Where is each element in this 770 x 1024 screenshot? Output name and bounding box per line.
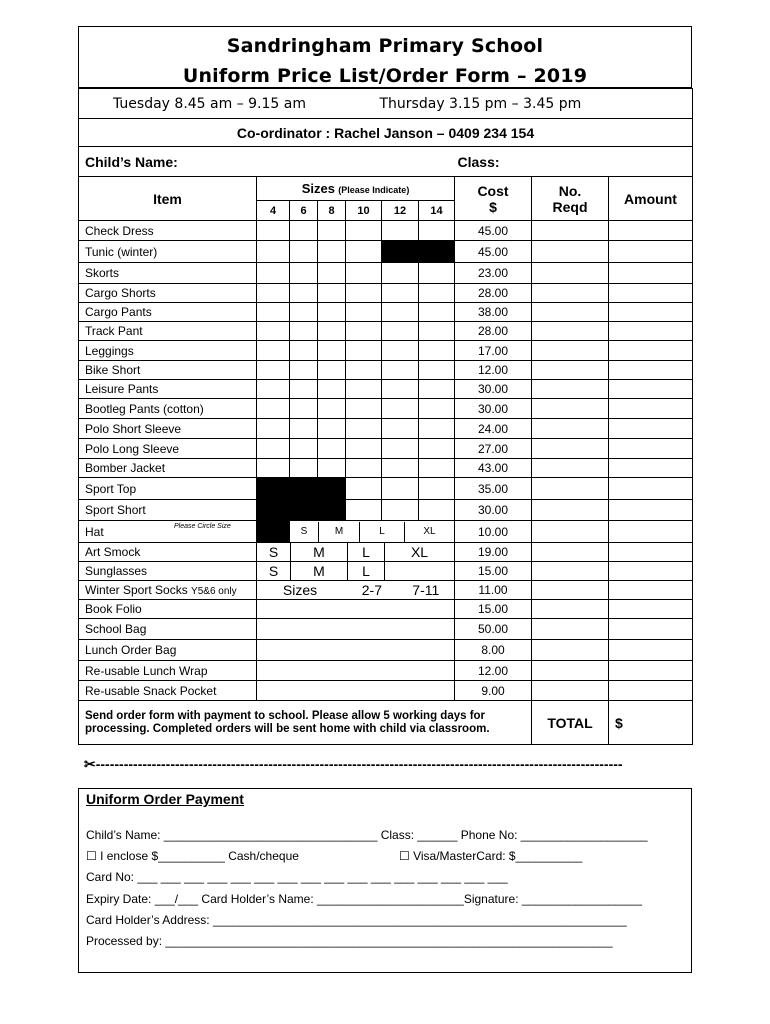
qty-cell[interactable] — [532, 419, 609, 439]
size-cell[interactable] — [257, 284, 290, 303]
size-cell[interactable] — [257, 341, 290, 361]
table-row — [79, 619, 693, 640]
item-name: Leggings — [79, 341, 257, 361]
size-cell[interactable] — [419, 284, 455, 303]
table-row — [79, 341, 693, 361]
smock-size-option[interactable]: L — [348, 543, 385, 561]
item-name: Sunglasses — [79, 562, 257, 581]
item-name: Book Folio — [79, 600, 257, 619]
no-reqd-header — [532, 177, 609, 221]
sunglasses-size-option[interactable]: M — [291, 562, 348, 580]
table-row — [79, 439, 693, 459]
amount-cell[interactable] — [609, 380, 693, 399]
size-cell[interactable] — [318, 263, 346, 284]
size-cell[interactable] — [290, 303, 318, 322]
size-cell[interactable] — [257, 241, 290, 263]
size-cell[interactable] — [419, 380, 455, 399]
size-cell[interactable] — [419, 322, 455, 341]
item-cost: 12.00 — [455, 361, 532, 380]
socks-size-option[interactable]: 7-11 — [412, 582, 440, 598]
total-label: TOTAL — [532, 701, 609, 745]
unavailable-size-cell — [290, 500, 318, 521]
qty-cell[interactable] — [532, 478, 609, 500]
table-row — [79, 562, 693, 581]
size-cell[interactable] — [318, 439, 346, 459]
size-cell[interactable] — [257, 303, 290, 322]
table-row — [79, 399, 693, 419]
no-size-cell — [257, 640, 455, 661]
item-name: Polo Short Sleeve — [79, 419, 257, 439]
unavailable-size-cell — [257, 521, 290, 543]
table-row — [79, 322, 693, 341]
size-cell[interactable] — [318, 459, 346, 478]
size-cell[interactable] — [318, 361, 346, 380]
size-cell[interactable] — [346, 322, 382, 341]
no-size-cell — [257, 619, 455, 640]
size-cell[interactable] — [290, 459, 318, 478]
item-cost: 12.00 — [455, 661, 532, 681]
size-cell[interactable] — [419, 439, 455, 459]
amount-cell[interactable] — [609, 661, 693, 681]
qty-cell[interactable] — [532, 241, 609, 263]
qty-cell[interactable] — [532, 500, 609, 521]
table-row — [79, 661, 693, 681]
size-cell[interactable] — [419, 500, 455, 521]
amount-cell[interactable] — [609, 263, 693, 284]
expiry-line[interactable]: Expiry Date: ___/___ Card Holder’s Name: ______________________Signature: __________________ — [86, 892, 642, 906]
payment-enclose-line[interactable]: ☐ I enclose $__________ Cash/cheque — [86, 849, 299, 863]
school-name: Sandringham Primary School — [226, 35, 544, 57]
amount-cell[interactable] — [609, 459, 693, 478]
size-cell[interactable] — [318, 221, 346, 241]
no-label: No. — [558, 182, 582, 199]
amount-cell[interactable] — [609, 521, 693, 543]
size-cell[interactable] — [290, 399, 318, 419]
size-cell[interactable] — [346, 284, 382, 303]
tuesday-times: Tuesday 8.45 am – 9.15 am — [79, 89, 346, 119]
amount-cell[interactable] — [609, 543, 693, 562]
item-name: Track Pant — [79, 322, 257, 341]
qty-cell[interactable] — [532, 459, 609, 478]
item-cost: 15.00 — [455, 600, 532, 619]
table-row — [79, 478, 693, 500]
item-cost: 10.00 — [455, 521, 532, 543]
size-cell[interactable] — [318, 284, 346, 303]
childs-name-label: Child’s Name: — [79, 147, 455, 177]
amount-cell[interactable] — [609, 399, 693, 419]
item-name-note: Y5&6 only — [191, 586, 237, 597]
item-cost: 30.00 — [455, 399, 532, 419]
amount-cell[interactable] — [609, 221, 693, 241]
size-cell[interactable] — [290, 380, 318, 399]
amount-cell[interactable] — [609, 303, 693, 322]
item-cost: 30.00 — [455, 380, 532, 399]
table-row — [79, 263, 693, 284]
sunglasses-sizes — [257, 562, 455, 581]
table-row — [79, 361, 693, 380]
instructions: Send order form with payment to school. Please allow 5 working days for processing. Completed orders will be sent home with child via classroom. — [79, 701, 532, 745]
item-name: Bike Short — [79, 361, 257, 380]
size-cell[interactable] — [290, 241, 318, 263]
item-cost: 45.00 — [455, 221, 532, 241]
size-cell[interactable] — [318, 322, 346, 341]
art-smock-sizes — [257, 543, 455, 562]
qty-cell[interactable] — [532, 284, 609, 303]
payment-section — [78, 788, 692, 973]
size-cell[interactable] — [257, 263, 290, 284]
size-cell[interactable] — [382, 221, 419, 241]
size-cell[interactable] — [419, 399, 455, 419]
size-cell[interactable] — [382, 322, 419, 341]
size-cell[interactable] — [419, 341, 455, 361]
circle-size-note: Please Circle Size — [174, 523, 231, 530]
size-cell[interactable] — [382, 361, 419, 380]
table-row — [79, 581, 693, 600]
total-value[interactable]: $ — [609, 701, 693, 745]
amount-cell[interactable] — [609, 284, 693, 303]
address-line[interactable]: Card Holder’s Address: ______________________________________________________________ — [86, 913, 627, 927]
item-cost: 11.00 — [455, 581, 532, 600]
size-cell[interactable] — [382, 380, 419, 399]
table-row — [79, 241, 693, 263]
size-cell[interactable] — [382, 303, 419, 322]
size-14: 14 — [419, 201, 455, 221]
size-cell[interactable] — [257, 221, 290, 241]
unavailable-size-cell — [318, 478, 346, 500]
size-cell[interactable] — [346, 263, 382, 284]
item-cost: 17.00 — [455, 341, 532, 361]
hat-size-option[interactable]: M — [319, 522, 360, 542]
size-cell[interactable] — [346, 419, 382, 439]
item-name: Check Dress — [79, 221, 257, 241]
item-name: Re-usable Lunch Wrap — [79, 661, 257, 681]
hat-sizes — [290, 521, 455, 543]
size-cell[interactable] — [419, 263, 455, 284]
hat-size-option[interactable]: S — [290, 522, 319, 542]
size-cell[interactable] — [346, 221, 382, 241]
item-cost: 19.00 — [455, 543, 532, 562]
item-cost: 24.00 — [455, 419, 532, 439]
table-row — [79, 640, 693, 661]
cost-unit: $ — [489, 198, 497, 215]
reqd-label: Reqd — [552, 198, 588, 215]
table-row — [79, 500, 693, 521]
size-cell[interactable] — [382, 341, 419, 361]
item-name: Cargo Shorts — [79, 284, 257, 303]
item-name: Polo Long Sleeve — [79, 439, 257, 459]
amount-cell[interactable] — [609, 600, 693, 619]
size-cell[interactable] — [419, 419, 455, 439]
item-cost: 8.00 — [455, 640, 532, 661]
qty-cell[interactable] — [532, 221, 609, 241]
coordinator: Co-ordinator : Rachel Janson – 0409 234 154 — [79, 119, 693, 147]
size-cell[interactable] — [382, 399, 419, 419]
form-header — [78, 26, 692, 88]
size-cell[interactable] — [382, 419, 419, 439]
size-8: 8 — [318, 201, 346, 221]
amount-cell[interactable] — [609, 241, 693, 263]
item-name: Bootleg Pants (cotton) — [79, 399, 257, 419]
socks-sizes-label: Sizes — [282, 582, 318, 598]
size-cell[interactable] — [318, 380, 346, 399]
amount-cell[interactable] — [609, 581, 693, 600]
form-title: Uniform Price List/Order Form – 2019 — [182, 65, 588, 87]
unavailable-size-cell — [382, 241, 419, 263]
amount-cell[interactable] — [609, 439, 693, 459]
size-cell[interactable] — [346, 361, 382, 380]
size-cell[interactable] — [382, 478, 419, 500]
size-cell[interactable] — [257, 399, 290, 419]
size-cell[interactable] — [290, 284, 318, 303]
amount-cell[interactable] — [609, 681, 693, 701]
thursday-times: Thursday 3.15 pm – 3.45 pm — [346, 89, 693, 119]
size-cell[interactable] — [382, 439, 419, 459]
size-cell[interactable] — [382, 500, 419, 521]
item-cost: 43.00 — [455, 459, 532, 478]
qty-cell[interactable] — [532, 581, 609, 600]
item-name: School Bag — [79, 619, 257, 640]
size-12: 12 — [382, 201, 419, 221]
item-cost: 45.00 — [455, 241, 532, 263]
amount-cell[interactable] — [609, 478, 693, 500]
table-row — [79, 600, 693, 619]
item-cost: 35.00 — [455, 478, 532, 500]
table-row — [79, 521, 693, 543]
item-cost: 28.00 — [455, 284, 532, 303]
unavailable-size-cell — [257, 478, 290, 500]
sunglasses-size-option[interactable]: S — [257, 562, 291, 580]
item-name: Tunic (winter) — [79, 241, 257, 263]
size-cell[interactable] — [257, 380, 290, 399]
size-cell[interactable] — [257, 419, 290, 439]
amount-cell[interactable] — [609, 341, 693, 361]
hat-size-option[interactable]: L — [360, 522, 405, 542]
cost-header — [455, 177, 532, 221]
qty-cell[interactable] — [532, 619, 609, 640]
size-cell[interactable] — [346, 478, 382, 500]
sunglasses-size-option[interactable]: L — [348, 562, 385, 580]
size-cell[interactable] — [382, 459, 419, 478]
table-row — [79, 419, 693, 439]
order-table — [78, 88, 693, 745]
amount-cell[interactable] — [609, 500, 693, 521]
table-row — [79, 681, 693, 701]
table-row — [79, 380, 693, 399]
size-cell[interactable] — [419, 459, 455, 478]
qty-cell[interactable] — [532, 380, 609, 399]
size-cell[interactable] — [318, 399, 346, 419]
item-name: Bomber Jacket — [79, 459, 257, 478]
size-10: 10 — [346, 201, 382, 221]
amount-cell[interactable] — [609, 619, 693, 640]
size-cell[interactable] — [290, 263, 318, 284]
sizes-header — [257, 177, 455, 201]
item-header: Item — [79, 177, 257, 221]
size-cell[interactable] — [382, 284, 419, 303]
size-cell[interactable] — [346, 380, 382, 399]
qty-cell[interactable] — [532, 600, 609, 619]
size-cell[interactable] — [257, 439, 290, 459]
no-size-cell — [257, 600, 455, 619]
size-cell[interactable] — [382, 263, 419, 284]
size-cell[interactable] — [419, 361, 455, 380]
qty-cell[interactable] — [532, 562, 609, 581]
size-cell[interactable] — [318, 241, 346, 263]
item-cost: 50.00 — [455, 619, 532, 640]
table-row — [79, 284, 693, 303]
size-cell[interactable] — [318, 419, 346, 439]
item-name: Cargo Pants — [79, 303, 257, 322]
smock-size-option[interactable]: S — [257, 543, 291, 561]
size-cell[interactable] — [290, 322, 318, 341]
size-cell[interactable] — [318, 303, 346, 322]
sizes-label: Sizes — [301, 181, 335, 196]
amount-cell[interactable] — [609, 640, 693, 661]
table-row — [79, 221, 693, 241]
item-cost: 15.00 — [455, 562, 532, 581]
item-cost: 9.00 — [455, 681, 532, 701]
sizes-note: (Please Indicate) — [338, 185, 410, 195]
item-cost: 30.00 — [455, 500, 532, 521]
size-cell[interactable] — [346, 399, 382, 419]
size-cell[interactable] — [257, 361, 290, 380]
qty-cell[interactable] — [532, 341, 609, 361]
qty-cell[interactable] — [532, 543, 609, 562]
size-cell[interactable] — [290, 341, 318, 361]
table-row — [79, 459, 693, 478]
no-size-cell — [257, 681, 455, 701]
size-cell[interactable] — [257, 322, 290, 341]
socks-sizes — [257, 581, 455, 600]
size-cell[interactable] — [257, 459, 290, 478]
item-name: Lunch Order Bag — [79, 640, 257, 661]
item-name: Skorts — [79, 263, 257, 284]
socks-size-option[interactable]: 2-7 — [361, 582, 382, 598]
payment-title: Uniform Order Payment — [86, 791, 244, 807]
qty-cell[interactable] — [532, 661, 609, 681]
size-cell[interactable] — [290, 361, 318, 380]
item-cost: 28.00 — [455, 322, 532, 341]
qty-cell[interactable] — [532, 640, 609, 661]
size-cell[interactable] — [419, 221, 455, 241]
unavailable-size-cell — [419, 241, 455, 263]
no-size-cell — [257, 661, 455, 681]
item-name: Leisure Pants — [79, 380, 257, 399]
size-cell[interactable] — [290, 439, 318, 459]
card-number-line[interactable]: Card No: ___ ___ ___ ___ ___ ___ ___ ___ ___ ___ ___ ___ ___ ___ ___ ___ — [86, 870, 508, 884]
size-4: 4 — [257, 201, 290, 221]
qty-cell[interactable] — [532, 322, 609, 341]
table-row — [79, 303, 693, 322]
item-name-cell — [79, 521, 257, 543]
smock-size-option[interactable]: XL — [410, 544, 429, 560]
qty-cell[interactable] — [532, 521, 609, 543]
size-cell[interactable] — [419, 478, 455, 500]
item-name: Art Smock — [79, 543, 257, 562]
size-6: 6 — [290, 201, 318, 221]
unavailable-size-cell — [257, 500, 290, 521]
smock-size-option[interactable]: M — [291, 543, 348, 561]
size-cell[interactable] — [346, 341, 382, 361]
item-cost: 38.00 — [455, 303, 532, 322]
unavailable-size-cell — [318, 500, 346, 521]
size-cell[interactable] — [290, 419, 318, 439]
table-row — [79, 543, 693, 562]
item-name: Re-usable Snack Pocket — [79, 681, 257, 701]
size-cell[interactable] — [419, 303, 455, 322]
size-cell[interactable] — [290, 221, 318, 241]
size-cell[interactable] — [318, 341, 346, 361]
item-name: Winter Sport Socks — [85, 583, 188, 597]
payment-card-amount-line[interactable]: ☐ Visa/MasterCard: $__________ — [399, 849, 583, 863]
processed-by-line[interactable]: Processed by: ___________________________________________________________________ — [86, 934, 613, 948]
item-name: Hat — [85, 524, 104, 539]
item-cost: 27.00 — [455, 439, 532, 459]
qty-cell[interactable] — [532, 303, 609, 322]
qty-cell[interactable] — [532, 399, 609, 419]
amount-cell[interactable] — [609, 322, 693, 341]
amount-cell[interactable] — [609, 419, 693, 439]
unavailable-size-cell — [290, 478, 318, 500]
size-cell[interactable] — [346, 500, 382, 521]
size-cell[interactable] — [346, 241, 382, 263]
size-cell[interactable] — [346, 303, 382, 322]
class-label: Class: — [455, 147, 693, 177]
cut-line: ✂----------------------------------------------------------------------------------------------------------------- — [84, 756, 623, 772]
amount-cell[interactable] — [609, 361, 693, 380]
qty-cell[interactable] — [532, 361, 609, 380]
item-cost: 23.00 — [455, 263, 532, 284]
hat-size-option[interactable]: XL — [423, 525, 436, 537]
size-cell[interactable] — [346, 439, 382, 459]
size-cell[interactable] — [346, 459, 382, 478]
cost-label: Cost — [477, 182, 509, 199]
item-name-cell — [79, 581, 257, 600]
item-name: Sport Top — [79, 478, 257, 500]
qty-cell[interactable] — [532, 681, 609, 701]
amount-header: Amount — [609, 177, 693, 221]
qty-cell[interactable] — [532, 439, 609, 459]
qty-cell[interactable] — [532, 263, 609, 284]
item-name: Sport Short — [79, 500, 257, 521]
amount-cell[interactable] — [609, 562, 693, 581]
payment-child-line[interactable]: Child’s Name: ________________________________ Class: ______ Phone No: ___________________ — [86, 828, 648, 842]
